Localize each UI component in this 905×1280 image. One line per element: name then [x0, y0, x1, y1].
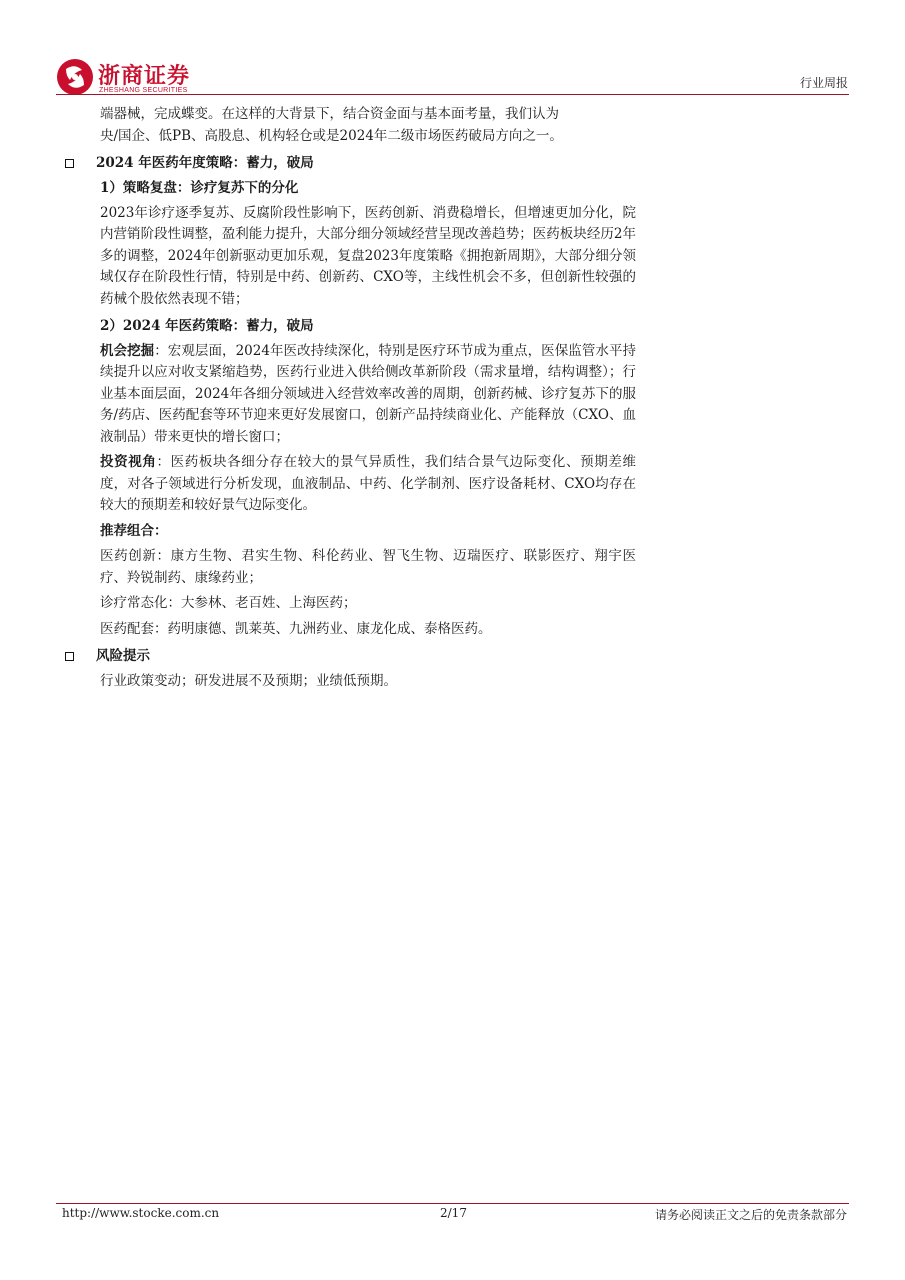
footer-divider: [56, 1203, 849, 1204]
footer-website-link[interactable]: http://www.stocke.com.cn: [62, 1206, 220, 1220]
invest-text: ：医药板块各细分存在较大的景气异质性，我们结合景气边际变化、预期差维度，对各子领域进行分析发现，血液制品、中药、化学制剂、医疗设备耗材、CXO均存在较大的预期差和较好景气边际变化。: [100, 454, 637, 513]
section-title: 2024 年医药年度策略：蓄力，破局: [96, 155, 314, 171]
intro-line-1: 端器械，完成蝶变。在这样的大背景下，结合资金面与基本面考量，我们认为: [100, 106, 559, 122]
opportunity-label: 机会挖掘: [100, 342, 155, 359]
footer-disclaimer: 请务必阅读正文之后的免责条款部分: [654, 1208, 847, 1222]
page-number: 2/17: [440, 1206, 467, 1220]
portfolio-item-supporting: 医药配套：药明康德、凯莱英、九洲药业、康龙化成、泰格医药。: [100, 620, 492, 637]
opportunity-paragraph: [100, 341, 636, 449]
portfolio-item-innovation: 医药创新：康方生物、君实生物、科伦药业、智飞生物、迈瑞医疗、联影医疗、翔宇医疗、羚锐制药、康缘药业；: [100, 548, 636, 586]
report-type-label: 行业周报: [799, 76, 848, 90]
brand-name-en: ZHESHANG SECURITIES: [99, 87, 188, 94]
checkbox-bullet-icon: [65, 652, 74, 661]
portfolio-label: 推荐组合：: [100, 522, 168, 539]
intro-line-2: 央/国企、低PB、高股息、机构轻仓或是2024年二级市场医药破局方向之一。: [100, 127, 563, 144]
subsection-title-review: 1）策略复盘：诊疗复苏下的分化: [100, 180, 299, 196]
section-risk-heading: [56, 646, 636, 668]
header-divider: [56, 94, 849, 95]
document-body: [56, 104, 636, 693]
section-title: 风险提示: [96, 648, 150, 664]
review-paragraph: 2023年诊疗逐季复苏、反腐阶段性影响下，医药创新、消费稳增长，但增速更加分化，院内营销阶段性调整，盈利能力提升，大部分细分领域经营呈现改善趋势；医药板块经历2年多的调整，2024年创新驱动更加乐观，复盘2023年度策略《拥抱新周期》，大部分细分领域仅存在阶段性行情，特别是中药、创新药、CXO等，主线性机会不多，但创新性较强的药械个股依然表现不错；: [100, 204, 636, 307]
invest-paragraph: [100, 452, 636, 517]
portfolio-item-normalization: 诊疗常态化：大参林、老百姓、上海医药；: [100, 595, 357, 611]
brand-logo: [56, 58, 196, 98]
opportunity-text: ：宏观层面，2024年医改持续深化，特别是医疗环节成为重点，医保监管水平持续提升以应对收支紧缩趋势，医药行业进入供给侧改革新阶段（需求量增，结构调整）；行业基本面层面，2024年各细分领域进入经营效率改善的周期，创新药械、诊疗复苏下的服务/药店、医药配套等环节迎来更好发展窗口，创新产品持续商业化、产能释放（CXO、血液制品）带来更快的增长窗口；: [100, 342, 636, 445]
checkbox-bullet-icon: [65, 159, 74, 168]
section-strategy-heading: [56, 153, 636, 175]
invest-label: 投资视角: [100, 454, 157, 470]
brand-logo-icon: [56, 58, 94, 96]
subsection-title-strategy: 2）2024 年医药策略：蓄力，破局: [100, 318, 314, 334]
risk-paragraph: 行业政策变动；研发进展不及预期；业绩低预期。: [100, 673, 397, 689]
brand-name-cn: 浙商证券: [98, 64, 191, 89]
page-header: [0, 0, 905, 100]
